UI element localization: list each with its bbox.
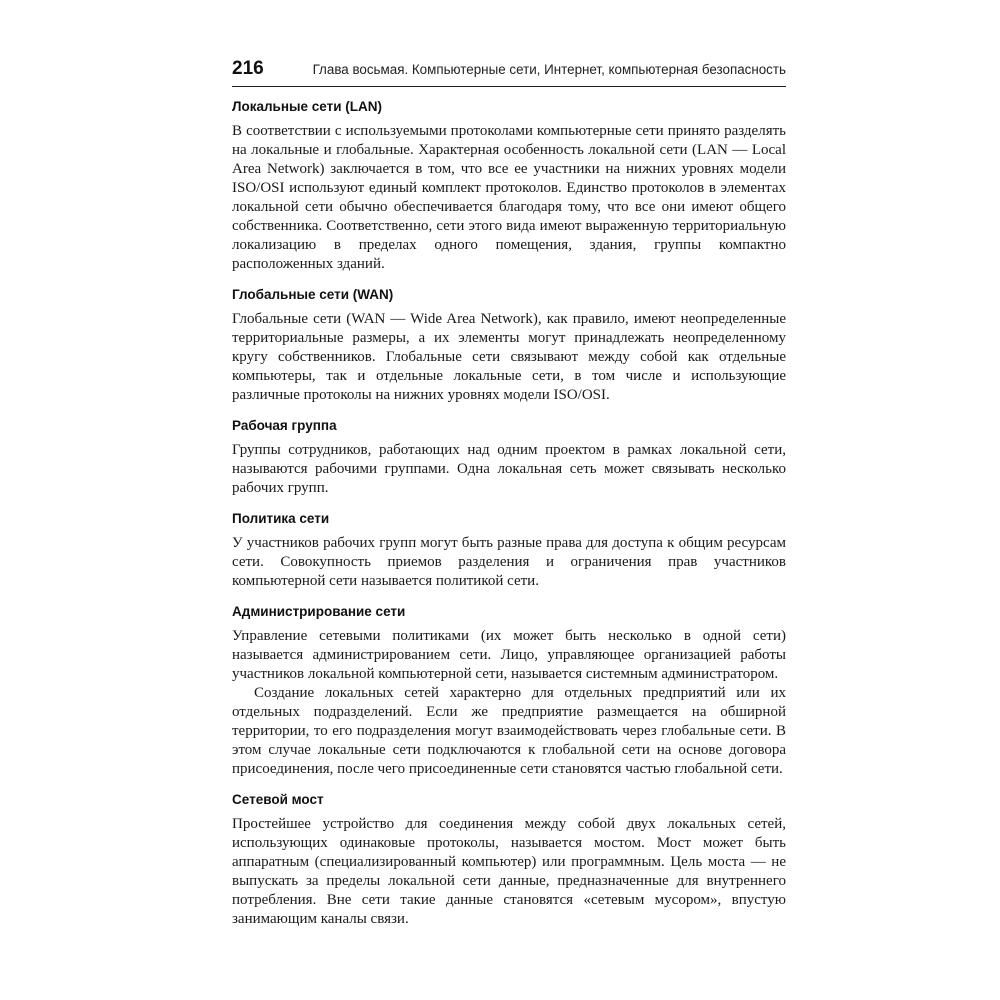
page-body [232,98,786,941]
paragraph: В соответствии с используемыми протоколами компьютерные сети принято разделять на локальные и глобальные. Характерная особенность локальной сети (LAN — Local Area Network) заключается в том, что все ее участники на нижних уровнях модели ISO/OSI используют единый комплект протоколов. Единство протоколов в элементах локальной сети обычно обеспечивается благодаря тому, что все они имеют общего собственника. Соответственно, сети этого вида имеют выраженную территориальную локализацию в пределах одного помещения, здания, группы компактно расположенных зданий. [232,123,786,272]
paragraph: У участников рабочих групп могут быть разные права для доступа к общим ресурсам сети. Совокупность приемов разделения и ограничения прав участников компьютерной сети называется политикой сети. [232,535,786,589]
page-header [232,56,786,87]
paragraph: Группы сотрудников, работающих над одним проектом в рамках локальной сети, называются рабочими группами. Одна локальная сеть может связывать несколько рабочих групп. [232,442,786,496]
section-administration [232,603,786,779]
paragraph: Глобальные сети (WAN — Wide Area Network), как правило, имеют неопределенные территориальные размеры, а их элементы могут принадлежать неопределенному кругу собственников. Глобальные сети связывают между собой как отдельные компьютеры, так и отдельные локальные сети, в том числе и использующие различные протоколы на нижних уровнях модели ISO/OSI. [232,311,786,403]
paragraph: Простейшее устройство для соединения между собой двух локальных сетей, использующих одинаковые протоколы, называется мостом. Мост может быть аппаратным (специализированный компьютер) или программным. Цель моста — не выпускать за пределы локальной сети данные, предназначенные для внутреннего потребления. Вне сети такие данные становятся «сетевым мусором», впустую занимающим каналы связи. [232,816,786,927]
section-heading: Глобальные сети (WAN) [232,287,394,302]
paragraph: Создание локальных сетей характерно для отдельных предприятий или их отдельных подразделений. Если же предприятие размещается на обширной территории, то его подразделения могут взаимодействовать через глобальные сети. В этом случае локальные сети подключаются к глобальной сети на основе договора присоединения, после чего присоединенные сети становятся частью глобальной сети. [232,685,786,777]
section-network-policy [232,510,786,591]
chapter-title: Глава восьмая. Компьютерные сети, Интернет, компьютерная безопасность [312,62,786,77]
section-heading: Локальные сети (LAN) [232,99,383,114]
section-wan [232,286,786,405]
section-heading: Политика сети [232,511,330,526]
section-bridge [232,791,786,929]
section-lan [232,98,786,274]
page-number: 216 [232,58,264,79]
section-workgroup [232,417,786,498]
section-heading: Рабочая группа [232,418,337,433]
section-heading: Сетевой мост [232,792,324,807]
paragraph: Управление сетевыми политиками (их может быть несколько в одной сети) называется администрированием сети. Лицо, управляющее организацией работы участников локальной компьютерной сети, называется системным администратором. [232,628,786,682]
section-heading: Администрирование сети [232,604,406,619]
